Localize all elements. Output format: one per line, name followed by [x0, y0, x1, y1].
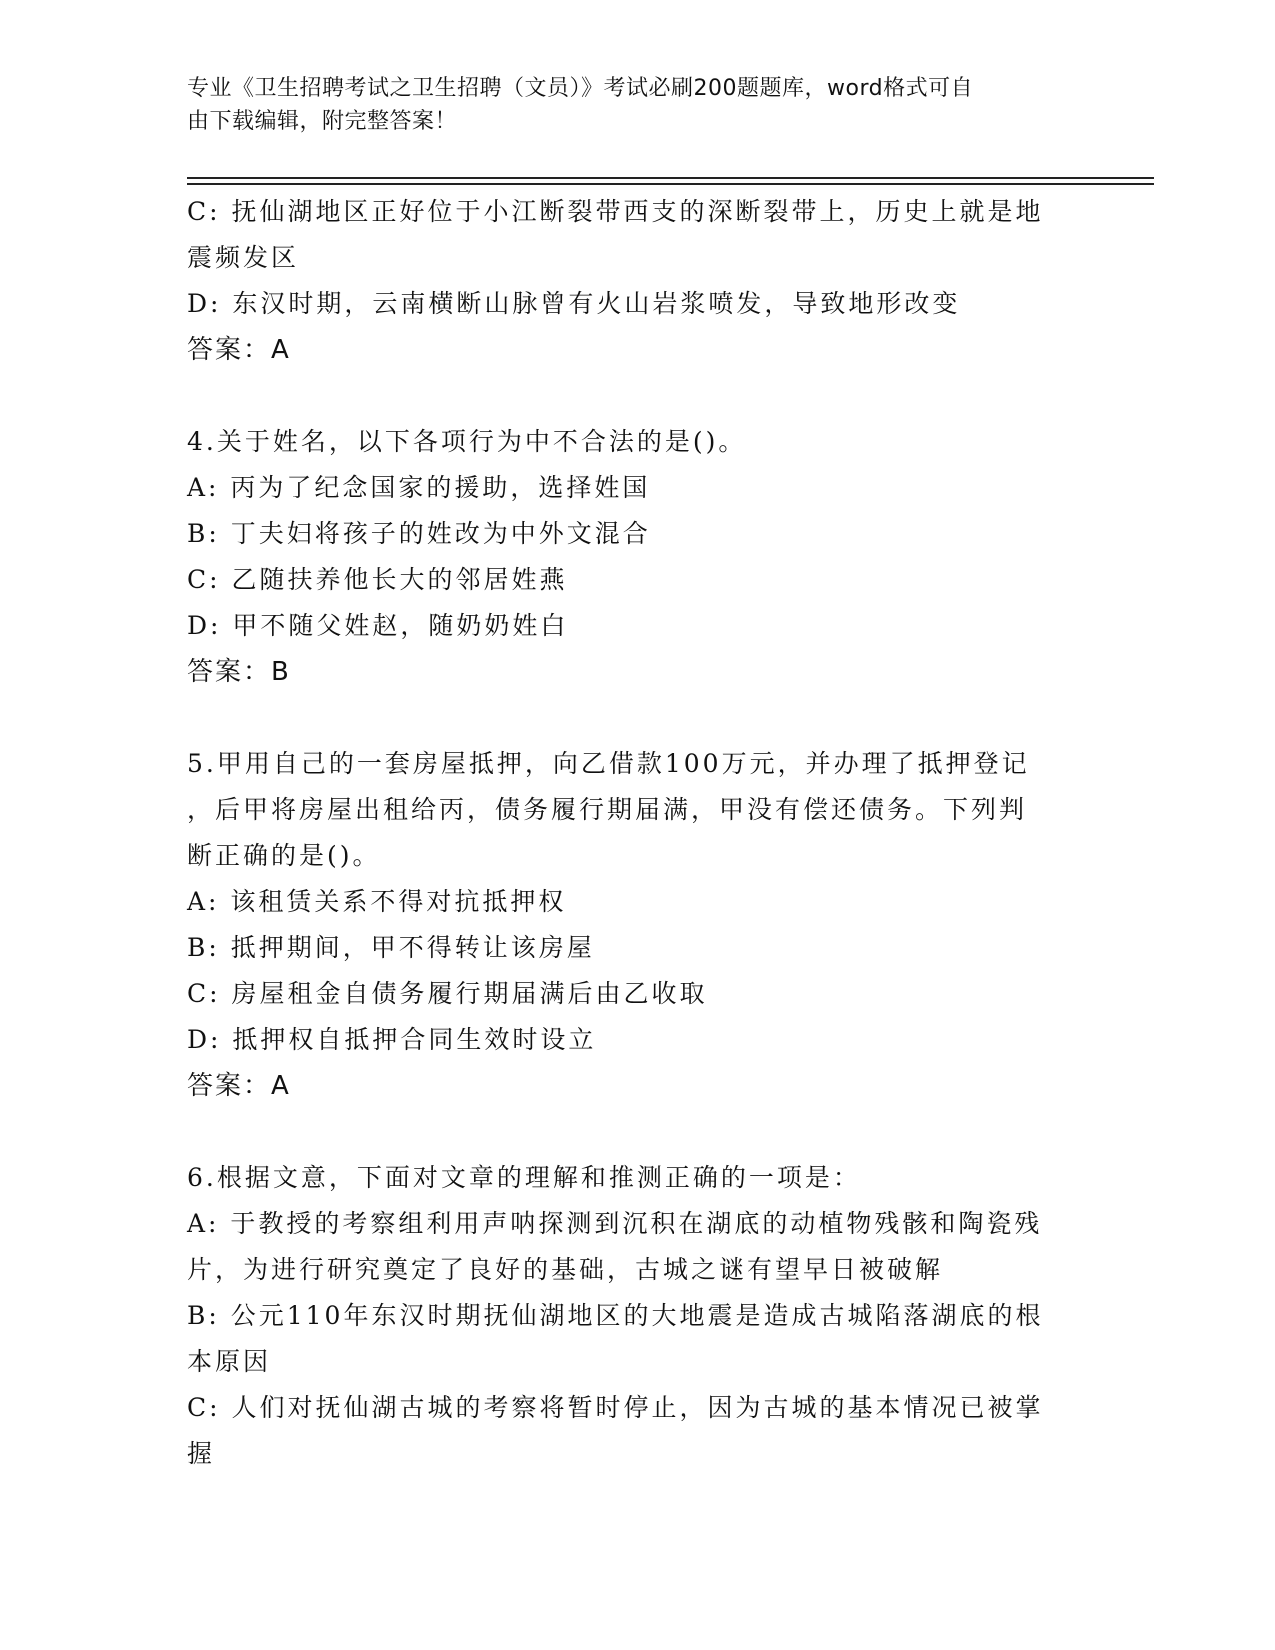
question-4: [187, 419, 1087, 695]
header-divider-bottom: [187, 183, 1154, 185]
option-d: D: 抵押权自抵押合同生效时设立: [187, 1025, 597, 1054]
option-a: A: 该租赁关系不得对抗抵押权: [187, 887, 567, 916]
question-stem-line-1: 5.甲用自己的一套房屋抵押，向乙借款100万元，并办理了抵押登记: [187, 749, 1030, 778]
option-b: B: 抵押期间，甲不得转让该房屋: [187, 933, 595, 962]
spacer: [187, 1109, 1087, 1155]
header-line-2: 由下载编辑，附完整答案！: [187, 109, 458, 134]
question-3-continued: [187, 189, 1087, 373]
answer: 答案：B: [187, 657, 291, 687]
option-c: C: 房屋租金自债务履行期届满后由乙收取: [187, 979, 708, 1008]
answer: 答案：A: [187, 335, 291, 365]
question-5: [187, 741, 1087, 1109]
option-a: A: 丙为了纪念国家的援助，选择姓国: [187, 473, 651, 502]
option-b-line-2: 本原因: [187, 1347, 272, 1376]
document-header: [187, 72, 1067, 138]
option-c-line-1: C: 抚仙湖地区正好位于小江断裂带西支的深断裂带上，历史上就是地: [187, 197, 1044, 226]
question-stem: 4.关于姓名，以下各项行为中不合法的是()。: [187, 427, 747, 456]
option-a-line-1: A: 于教授的考察组利用声呐探测到沉积在湖底的动植物残骸和陶瓷残: [187, 1209, 1043, 1238]
option-d: D: 东汉时期，云南横断山脉曾有火山岩浆喷发，导致地形改变: [187, 289, 961, 318]
option-b-line-1: B: 公元110年东汉时期抚仙湖地区的大地震是造成古城陷落湖底的根: [187, 1301, 1044, 1330]
option-c-line-1: C: 人们对抚仙湖古城的考察将暂时停止，因为古城的基本情况已被掌: [187, 1393, 1044, 1422]
question-list: [187, 189, 1087, 1477]
header-divider-top: [187, 177, 1154, 179]
question-stem-line-2: ，后甲将房屋出租给丙，债务履行期届满，甲没有偿还债务。下列判: [187, 795, 1028, 824]
option-d: D: 甲不随父姓赵，随奶奶姓白: [187, 611, 569, 640]
option-a-line-2: 片，为进行研究奠定了良好的基础，古城之谜有望早日被破解: [187, 1255, 944, 1284]
option-c: C: 乙随扶养他长大的邻居姓燕: [187, 565, 568, 594]
question-stem-line-3: 断正确的是()。: [187, 841, 381, 870]
option-c-line-2: 握: [187, 1439, 216, 1468]
question-6: [187, 1155, 1087, 1477]
header-line-1: 专业《卫生招聘考试之卫生招聘（文员）》考试必刷200题题库，word格式可自: [187, 76, 974, 101]
answer: 答案：A: [187, 1071, 291, 1101]
option-b: B: 丁夫妇将孩子的姓改为中外文混合: [187, 519, 651, 548]
spacer: [187, 373, 1087, 419]
question-stem: 6.根据文意，下面对文章的理解和推测正确的一项是：: [187, 1163, 861, 1192]
option-c-line-2: 震频发区: [187, 243, 300, 272]
spacer: [187, 695, 1087, 741]
